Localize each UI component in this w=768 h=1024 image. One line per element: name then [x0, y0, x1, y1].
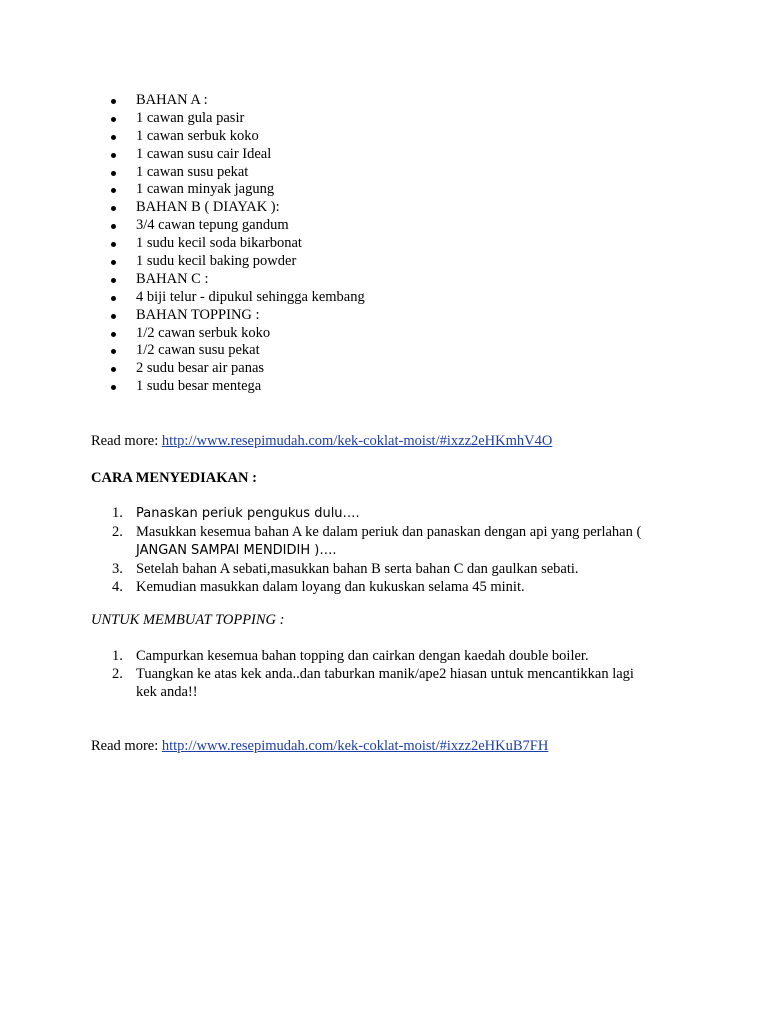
ingredient-list [108, 92, 365, 396]
bullet-icon [111, 314, 116, 319]
bullet-icon [111, 349, 116, 354]
list-item: 1 cawan susu cair Ideal [108, 146, 365, 164]
step-text: Campurkan kesemua bahan topping dan cairkan dengan kaedah double boiler. [136, 648, 589, 664]
read-more-link-2[interactable]: http://www.resepimudah.com/kek-coklat-moist/#ixzz2eHKuB7FH [161, 738, 549, 754]
list-item: BAHAN TOPPING : [108, 307, 365, 325]
read-more-link-1[interactable]: http://www.resepimudah.com/kek-coklat-moist/#ixzz2eHKmhV4O [161, 433, 553, 449]
bullet-icon [111, 117, 116, 122]
step-number: 3. [112, 561, 123, 577]
bullet-icon [111, 206, 116, 211]
list-item [108, 523, 696, 560]
read-more-label: Read more: [91, 433, 162, 449]
read-more-label: Read more: [91, 738, 162, 754]
step-number: 1. [112, 505, 123, 521]
list-item: 1 sudu kecil baking powder [108, 253, 365, 271]
list-item: 4 biji telur - dipukul sehingga kembang [108, 289, 365, 307]
step-text-continued: kek anda!! [136, 684, 198, 700]
topping-steps-list [108, 647, 696, 701]
step-number: 2. [112, 524, 123, 540]
list-item: BAHAN A : [108, 92, 365, 110]
list-item: BAHAN B ( DIAYAK ): [108, 199, 365, 217]
bullet-icon [111, 224, 116, 229]
bullet-icon [111, 135, 116, 140]
topping-heading: UNTUK MEMBUAT TOPPING : [91, 612, 285, 628]
step-number: 2. [112, 666, 123, 682]
step-number: 4. [112, 579, 123, 595]
read-more-line-1 [91, 432, 552, 450]
step-number: 1. [112, 648, 123, 664]
bullet-icon [111, 153, 116, 158]
read-more-line-2 [91, 737, 548, 755]
bullet-icon [111, 171, 116, 176]
step-text-continued: JANGAN SAMPAI MENDIDIH )…. [136, 543, 337, 558]
list-item: 1 sudu besar mentega [108, 378, 365, 396]
list-item: 1 cawan susu pekat [108, 164, 365, 182]
list-item [108, 665, 696, 701]
cara-heading: CARA MENYEDIAKAN : [91, 470, 257, 486]
list-item [108, 504, 696, 523]
step-text: Kemudian masukkan dalam loyang dan kukuskan selama 45 minit. [136, 579, 525, 595]
list-item: 1 sudu kecil soda bikarbonat [108, 235, 365, 253]
bullet-icon [111, 188, 116, 193]
bullet-icon [111, 278, 116, 283]
step-text: Tuangkan ke atas kek anda..dan taburkan manik/ape2 hiasan untuk mencantikkan lagi [136, 666, 634, 682]
list-item: BAHAN C : [108, 271, 365, 289]
bullet-icon [111, 332, 116, 337]
list-item: 1 cawan minyak jagung [108, 181, 365, 199]
bullet-icon [111, 99, 116, 104]
list-item [108, 578, 696, 596]
list-item: 2 sudu besar air panas [108, 360, 365, 378]
list-item: 1/2 cawan susu pekat [108, 342, 365, 360]
list-item: 1 cawan gula pasir [108, 110, 365, 128]
bullet-icon [111, 367, 116, 372]
step-text: Setelah bahan A sebati,masukkan bahan B serta bahan C dan gaulkan sebati. [136, 561, 579, 577]
list-item: 1/2 cawan serbuk koko [108, 325, 365, 343]
step-text: Panaskan periuk pengukus dulu…. [136, 506, 360, 521]
bullet-icon [111, 242, 116, 247]
cara-steps-list [108, 504, 696, 596]
bullet-icon [111, 260, 116, 265]
step-text: Masukkan kesemua bahan A ke dalam periuk dan panaskan dengan api yang perlahan ( [136, 524, 642, 540]
list-item: 1 cawan serbuk koko [108, 128, 365, 146]
bullet-icon [111, 296, 116, 301]
list-item: 3/4 cawan tepung gandum [108, 217, 365, 235]
bullet-icon [111, 385, 116, 390]
list-item [108, 560, 696, 578]
list-item [108, 647, 696, 665]
